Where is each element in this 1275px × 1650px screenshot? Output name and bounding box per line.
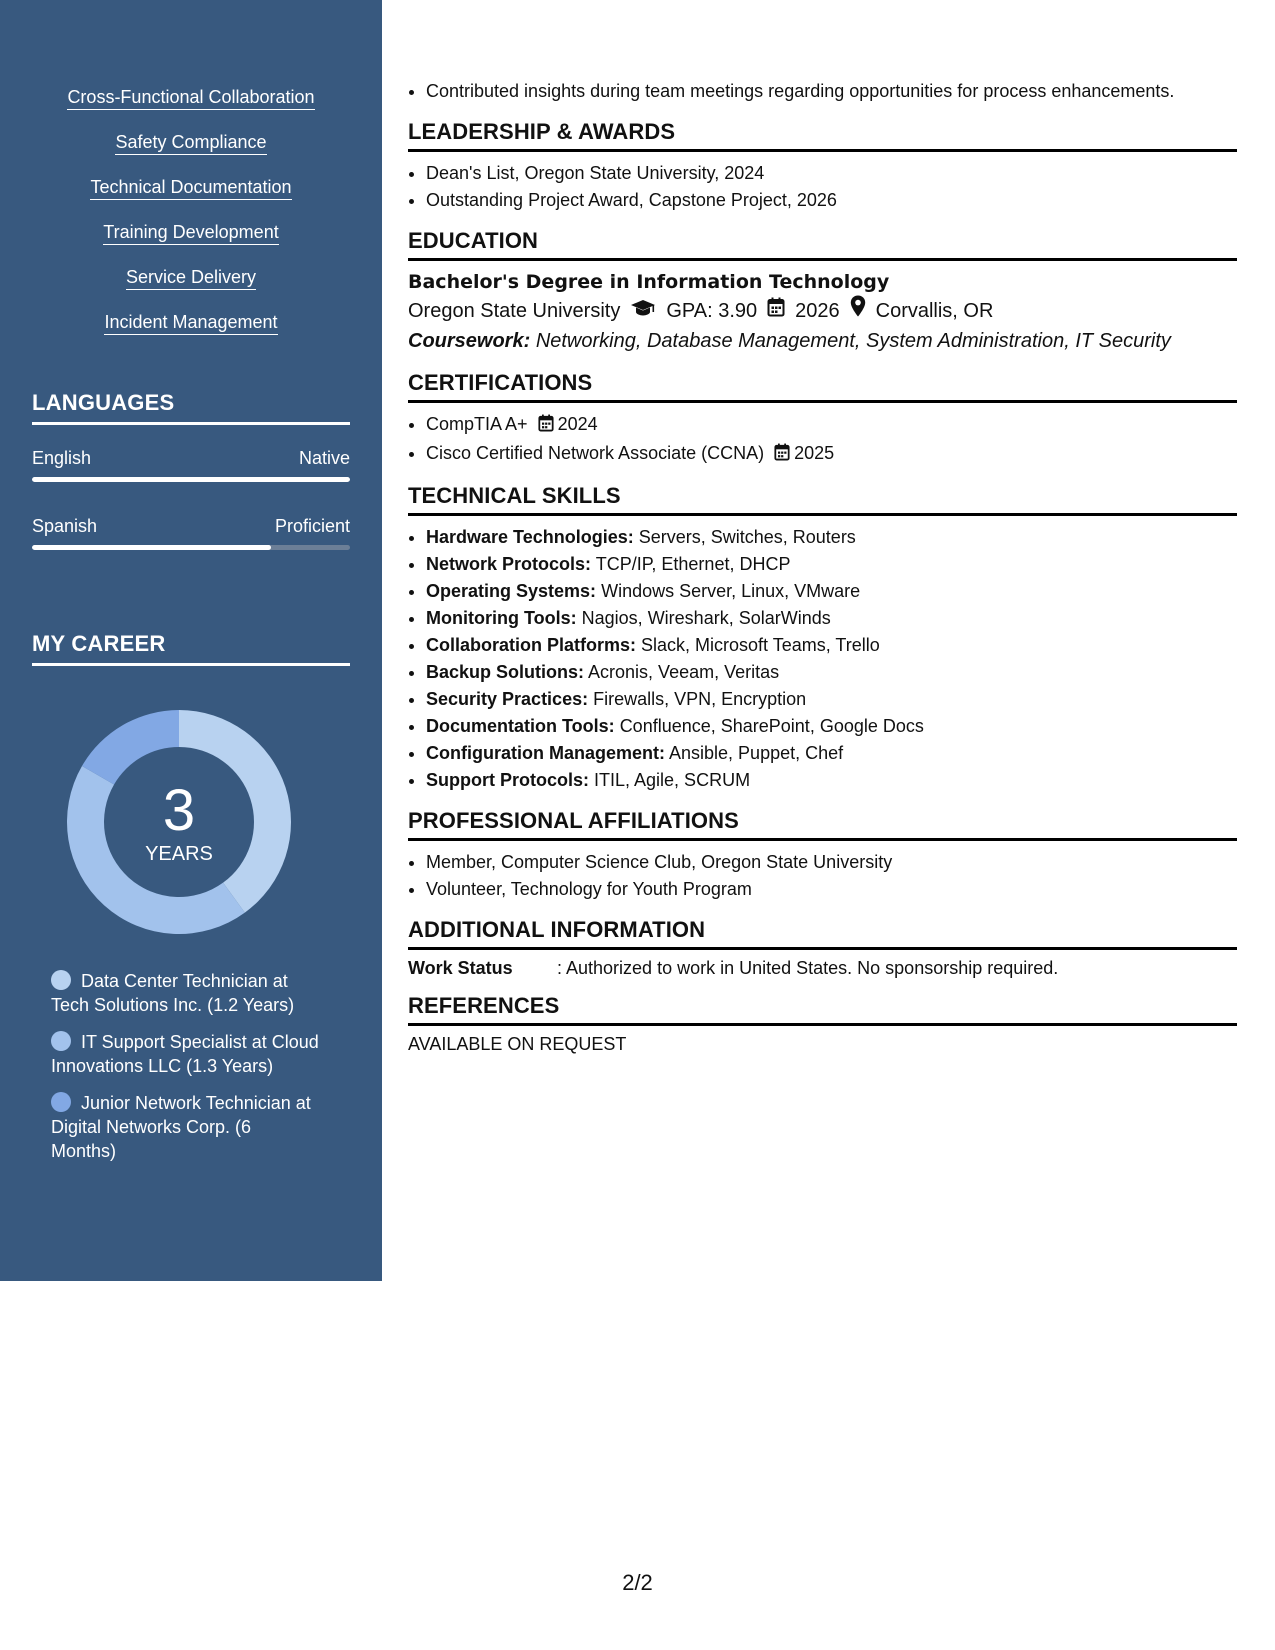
tech-skill-label: Operating Systems: bbox=[426, 581, 597, 601]
tech-skill-label: Network Protocols: bbox=[426, 554, 592, 574]
legend-dot-icon bbox=[51, 1031, 71, 1051]
language-english bbox=[32, 448, 350, 482]
degree-title: Bachelor's Degree in Information Technology bbox=[408, 271, 890, 293]
tech-skill-item bbox=[426, 605, 1237, 632]
certification-name: CompTIA A+ bbox=[426, 414, 528, 434]
leadership-title: LEADERSHIP & AWARDS bbox=[408, 119, 1237, 152]
certification-year: 2025 bbox=[794, 443, 835, 463]
graduation-year: 2026 bbox=[795, 299, 840, 322]
graduation-cap-icon bbox=[630, 296, 656, 326]
language-level: Proficient bbox=[274, 516, 350, 536]
career-item-text: IT Support Specialist at Cloud Innovations LLC (1.3 Years) bbox=[51, 1032, 319, 1076]
language-bar-fill bbox=[32, 545, 271, 550]
tech-skill-item bbox=[426, 686, 1237, 713]
tech-skill-item bbox=[426, 551, 1237, 578]
affiliation-item: • Member, Computer Science Club, Oregon State University bbox=[426, 849, 1237, 876]
career-item bbox=[51, 969, 321, 1017]
tech-skill-value: ITIL, Agile, SCRUM bbox=[594, 770, 751, 790]
leadership-list bbox=[408, 160, 1237, 214]
sidebar bbox=[0, 0, 382, 1281]
coursework-label: Coursework: bbox=[408, 330, 531, 352]
work-status-row bbox=[408, 958, 1237, 979]
tech-skill-label: Hardware Technologies: bbox=[426, 527, 634, 547]
tech-skill-value: Confluence, SharePoint, Google Docs bbox=[619, 716, 924, 736]
calendar-icon bbox=[538, 413, 554, 440]
tech-skill-value: Servers, Switches, Routers bbox=[638, 527, 856, 547]
certifications-title: CERTIFICATIONS bbox=[408, 370, 1237, 403]
additional-info-title: ADDITIONAL INFORMATION bbox=[408, 917, 1237, 950]
tech-skill-label: Documentation Tools: bbox=[426, 716, 615, 736]
language-spanish bbox=[32, 516, 350, 550]
career-list bbox=[51, 969, 321, 1176]
tech-skill-label: Security Practices: bbox=[426, 689, 589, 709]
tech-skill-value: Windows Server, Linux, VMware bbox=[601, 581, 861, 601]
career-item-text: Junior Network Technician at Digital Networks Corp. (6 Months) bbox=[51, 1093, 311, 1161]
affiliations-list bbox=[408, 849, 1237, 903]
language-name: Spanish bbox=[32, 516, 98, 536]
calendar-icon bbox=[767, 296, 785, 326]
tech-skill-item bbox=[426, 578, 1237, 605]
references-title: REFERENCES bbox=[408, 993, 1237, 1026]
language-bar-fill bbox=[32, 477, 350, 482]
tech-skill-value: Firewalls, VPN, Encryption bbox=[593, 689, 807, 709]
technical-skills-title: TECHNICAL SKILLS bbox=[408, 483, 1237, 516]
legend-dot-icon bbox=[51, 1092, 71, 1112]
experience-bullet: • Contributed insights during team meetings regarding opportunities for process enhancements. bbox=[426, 78, 1237, 105]
tech-skill-item bbox=[426, 632, 1237, 659]
affiliations-title: PROFESSIONAL AFFILIATIONS bbox=[408, 808, 1237, 841]
gpa: GPA: 3.90 bbox=[666, 299, 758, 322]
career-total-years: 3 bbox=[162, 778, 196, 843]
skills-list bbox=[0, 86, 382, 356]
leadership-item: • Dean's List, Oregon State University, 2024 bbox=[426, 160, 1237, 187]
certification-name: Cisco Certified Network Associate (CCNA) bbox=[426, 443, 765, 463]
skill-link[interactable]: Service Delivery bbox=[126, 266, 256, 290]
donut-segment bbox=[82, 710, 179, 785]
language-bar bbox=[32, 545, 350, 550]
legend-dot-icon bbox=[51, 970, 71, 990]
tech-skill-item bbox=[426, 740, 1237, 767]
skill-link[interactable]: Training Development bbox=[103, 221, 278, 245]
tech-skill-item bbox=[426, 767, 1237, 794]
technical-skills-list bbox=[408, 524, 1237, 794]
affiliation-item: • Volunteer, Technology for Youth Program bbox=[426, 876, 1237, 903]
languages-heading: LANGUAGES bbox=[32, 390, 350, 425]
education-location: Corvallis, OR bbox=[875, 299, 994, 322]
education-title: EDUCATION bbox=[408, 228, 1237, 261]
coursework bbox=[408, 326, 1237, 356]
career-item-text: Data Center Technician at Tech Solutions Inc. (1.2 Years) bbox=[51, 971, 295, 1015]
career-item bbox=[51, 1091, 321, 1163]
language-name: English bbox=[32, 448, 92, 468]
skill-link[interactable]: Incident Management bbox=[104, 311, 277, 335]
certification-year: 2024 bbox=[557, 414, 598, 434]
language-bar bbox=[32, 477, 350, 482]
experience-bullets bbox=[408, 78, 1237, 105]
references-text: AVAILABLE ON REQUEST bbox=[408, 1034, 627, 1054]
leadership-item: • Outstanding Project Award, Capstone Project, 2026 bbox=[426, 187, 1237, 214]
tech-skill-value: Acronis, Veeam, Veritas bbox=[588, 662, 780, 682]
tech-skill-label: Monitoring Tools: bbox=[426, 608, 577, 628]
tech-skill-item bbox=[426, 524, 1237, 551]
certification-item bbox=[426, 411, 1237, 440]
tech-skill-label: Support Protocols: bbox=[426, 770, 589, 790]
certifications-list bbox=[408, 411, 1237, 469]
tech-skill-item bbox=[426, 713, 1237, 740]
tech-skill-label: Backup Solutions: bbox=[426, 662, 585, 682]
tech-skill-item bbox=[426, 659, 1237, 686]
tech-skill-value: Nagios, Wireshark, SolarWinds bbox=[581, 608, 831, 628]
tech-skill-value: Ansible, Puppet, Chef bbox=[669, 743, 844, 763]
main-content bbox=[408, 78, 1237, 1055]
career-total-unit: YEARS bbox=[145, 843, 213, 865]
school-name: Oregon State University bbox=[408, 299, 621, 322]
work-status-label: Work Status bbox=[408, 958, 513, 978]
tech-skill-label: Configuration Management: bbox=[426, 743, 665, 763]
coursework-text: Networking, Database Management, System Administration, IT Security bbox=[535, 330, 1171, 352]
career-heading: MY CAREER bbox=[32, 631, 350, 666]
calendar-icon bbox=[774, 442, 790, 469]
location-pin-icon bbox=[850, 295, 866, 326]
page-number: 2/2 bbox=[622, 1570, 653, 1595]
tech-skill-value: Slack, Microsoft Teams, Trello bbox=[641, 635, 880, 655]
work-status-value: : Authorized to work in United States. No sponsorship required. bbox=[557, 958, 1059, 978]
certification-item bbox=[426, 440, 1237, 469]
skill-link[interactable]: Safety Compliance bbox=[115, 131, 266, 155]
skill-link[interactable]: Technical Documentation bbox=[90, 176, 291, 200]
tech-skill-label: Collaboration Platforms: bbox=[426, 635, 637, 655]
tech-skill-value: TCP/IP, Ethernet, DHCP bbox=[595, 554, 791, 574]
career-item bbox=[51, 1030, 321, 1078]
language-level: Native bbox=[298, 448, 350, 468]
education-details bbox=[408, 295, 1237, 326]
skill-link[interactable]: Cross-Functional Collaboration bbox=[67, 86, 314, 110]
